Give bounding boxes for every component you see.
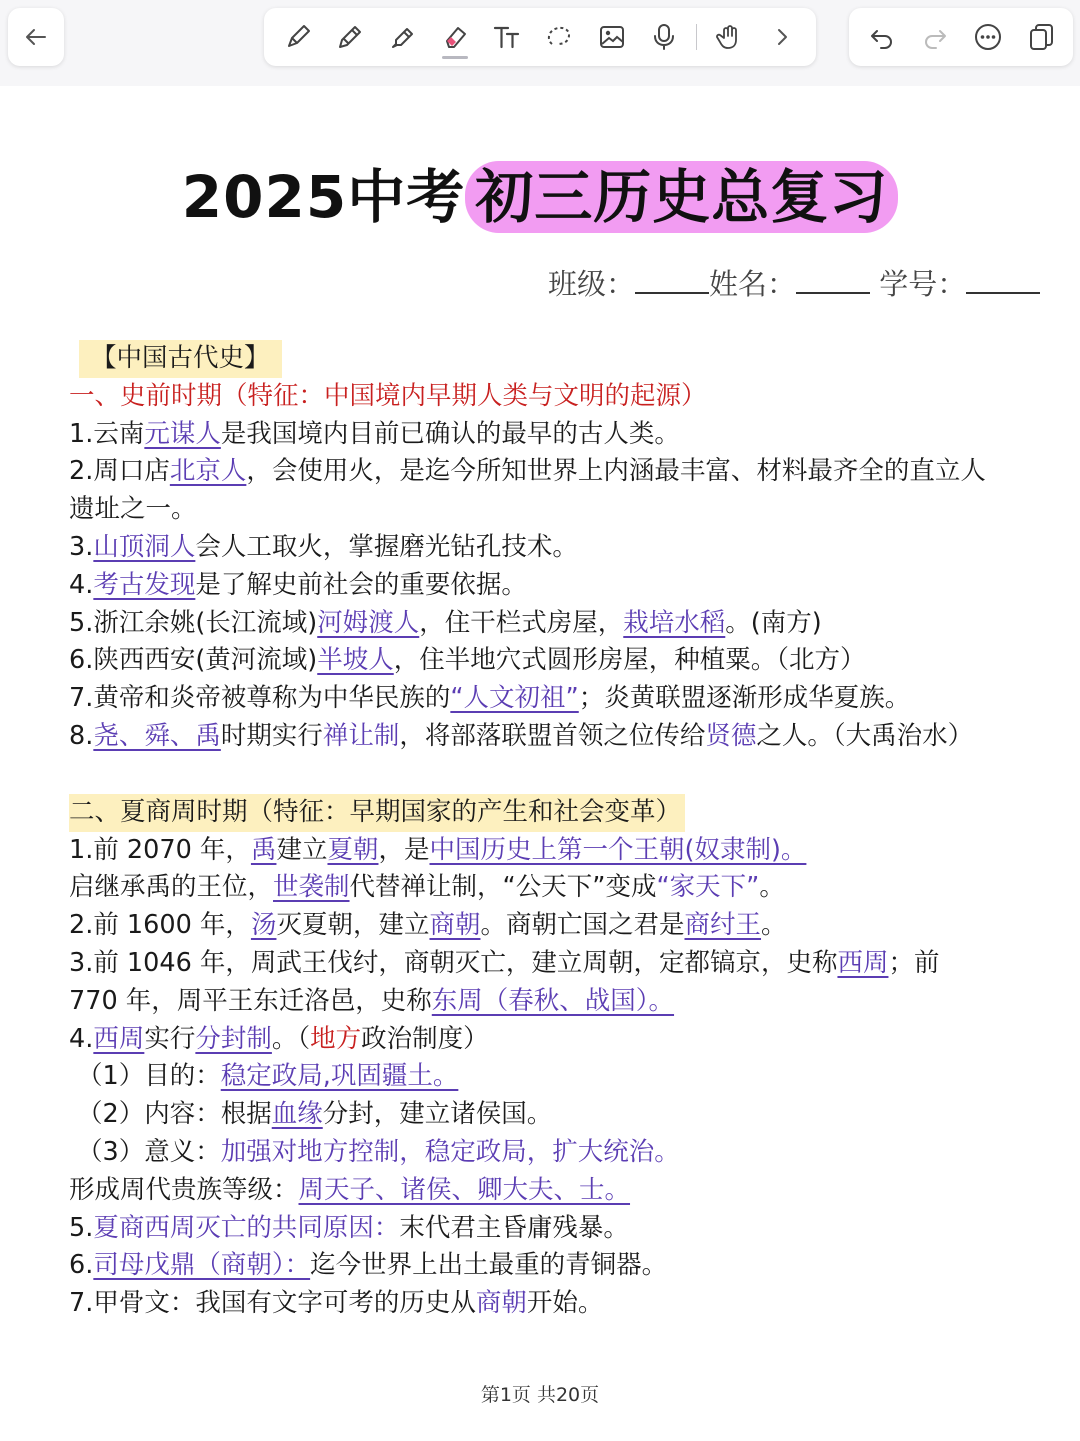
document-title-row — [0, 150, 1080, 234]
list-item: 3.山顶洞人会人工取火，掌握磨光钻孔技术。 — [69, 531, 578, 562]
lasso-icon[interactable] — [539, 17, 579, 57]
list-item: 4.考古发现是了解史前社会的重要依据。 — [69, 569, 527, 600]
pages-icon[interactable] — [1021, 17, 1061, 57]
id-label: 学号： — [879, 267, 967, 301]
undo-icon[interactable] — [862, 17, 902, 57]
arrow-left-icon[interactable] — [16, 17, 56, 57]
student-info-fields — [548, 262, 1040, 303]
list-item: 4.西周实行分封制。（地方政治制度） — [69, 1023, 489, 1054]
pencil-icon[interactable] — [330, 17, 370, 57]
list-item: 1.云南元谋人是我国境内目前已确认的最早的古人类。 — [69, 418, 680, 449]
id-blank — [966, 264, 1040, 294]
list-item: 启继承禹的王位，世袭制代替禅让制，“公天下”变成“家天下”。 — [69, 872, 785, 903]
section-1-heading: 一、史前时期（特征：中国境内早期人类与文明的起源） — [69, 380, 707, 411]
page-number: 第1页 共20页 — [480, 1384, 600, 1406]
name-label: 姓名： — [709, 267, 797, 301]
list-item: 2.前 1600 年，汤灭夏朝，建立商朝。商朝亡国之君是商纣王。 — [69, 910, 787, 941]
more-icon[interactable] — [968, 17, 1008, 57]
text-icon[interactable] — [487, 17, 527, 57]
section-gap — [69, 756, 1009, 794]
eraser-icon[interactable] — [435, 17, 475, 57]
drawing-tools — [264, 8, 816, 66]
document-actions — [849, 8, 1073, 66]
marker-icon[interactable] — [383, 17, 423, 57]
list-item: 6.陕西西安(黄河流域)半坡人，住半地穴式圆形房屋，种植粟。（北方） — [69, 645, 866, 676]
app-toolbar — [0, 0, 1080, 86]
list-item: 2.周口店北京人，会使用火，是迄今所知世界上内涵最丰富、材料最齐全的直立人遗址之一。 — [69, 456, 986, 525]
list-item: 7.黄帝和炎帝被尊称为中华民族的“人文初祖”；炎黄联盟逐渐形成华夏族。 — [69, 683, 911, 714]
selected-tool-indicator — [442, 56, 468, 59]
toolbar-separator — [696, 24, 697, 50]
notes-content — [69, 340, 1009, 1323]
list-item: （1）目的：稳定政局,巩固疆土。 — [77, 1061, 459, 1092]
microphone-icon[interactable] — [644, 17, 684, 57]
list-item: 770 年，周平王东迁洛邑，史称东周（春秋、战国）。 — [69, 985, 675, 1016]
list-item: 7.甲骨文：我国有文字可考的历史从商朝开始。 — [69, 1288, 604, 1319]
document-title: 2025中考 初三历史总复习 — [182, 161, 898, 233]
list-item: （2）内容：根据血缘分封，建立诸侯国。 — [77, 1099, 553, 1130]
back-button-box — [8, 8, 64, 66]
pen-icon[interactable] — [278, 17, 318, 57]
section-main-heading: 【中国古代史】 — [79, 340, 282, 378]
image-icon[interactable] — [592, 17, 632, 57]
list-item: 3.前 1046 年，周武王伐纣，商朝灭亡，建立周朝，定都镐京，史称西周；前 — [69, 947, 940, 978]
list-item: 1.前 2070 年，禹建立夏朝，是中国历史上第一个王朝(奴隶制)。 — [69, 834, 807, 865]
list-item: 6.司母戊鼎（商朝）：迄今世界上出土最重的青铜器。 — [69, 1250, 668, 1281]
list-item: 5.夏商西周灭亡的共同原因：末代君主昏庸残暴。 — [69, 1212, 629, 1243]
list-item: 形成周代贵族等级：周天子、诸侯、卿大夫、士。 — [69, 1174, 631, 1205]
list-item: 5.浙江余姚(长江流域)河姆渡人，住干栏式房屋，栽培水稻。(南方) — [69, 607, 822, 638]
name-blank — [796, 264, 870, 294]
class-label: 班级： — [548, 267, 636, 301]
title-highlight: 初三历史总复习 — [465, 161, 898, 233]
list-item: 8.尧、舜、禹时期实行禅让制，将部落联盟首领之位传给贤德之人。（大禹治水） — [69, 720, 974, 751]
hand-icon[interactable] — [710, 17, 750, 57]
class-blank — [635, 264, 709, 294]
chevron-right-icon[interactable] — [762, 17, 802, 57]
section-2-heading: 二、夏商周时期（特征：早期国家的产生和社会变革） — [69, 794, 685, 832]
list-item: （3）意义：加强对地方控制，稳定政局，扩大统治。 — [77, 1136, 680, 1167]
redo-icon[interactable] — [915, 17, 955, 57]
